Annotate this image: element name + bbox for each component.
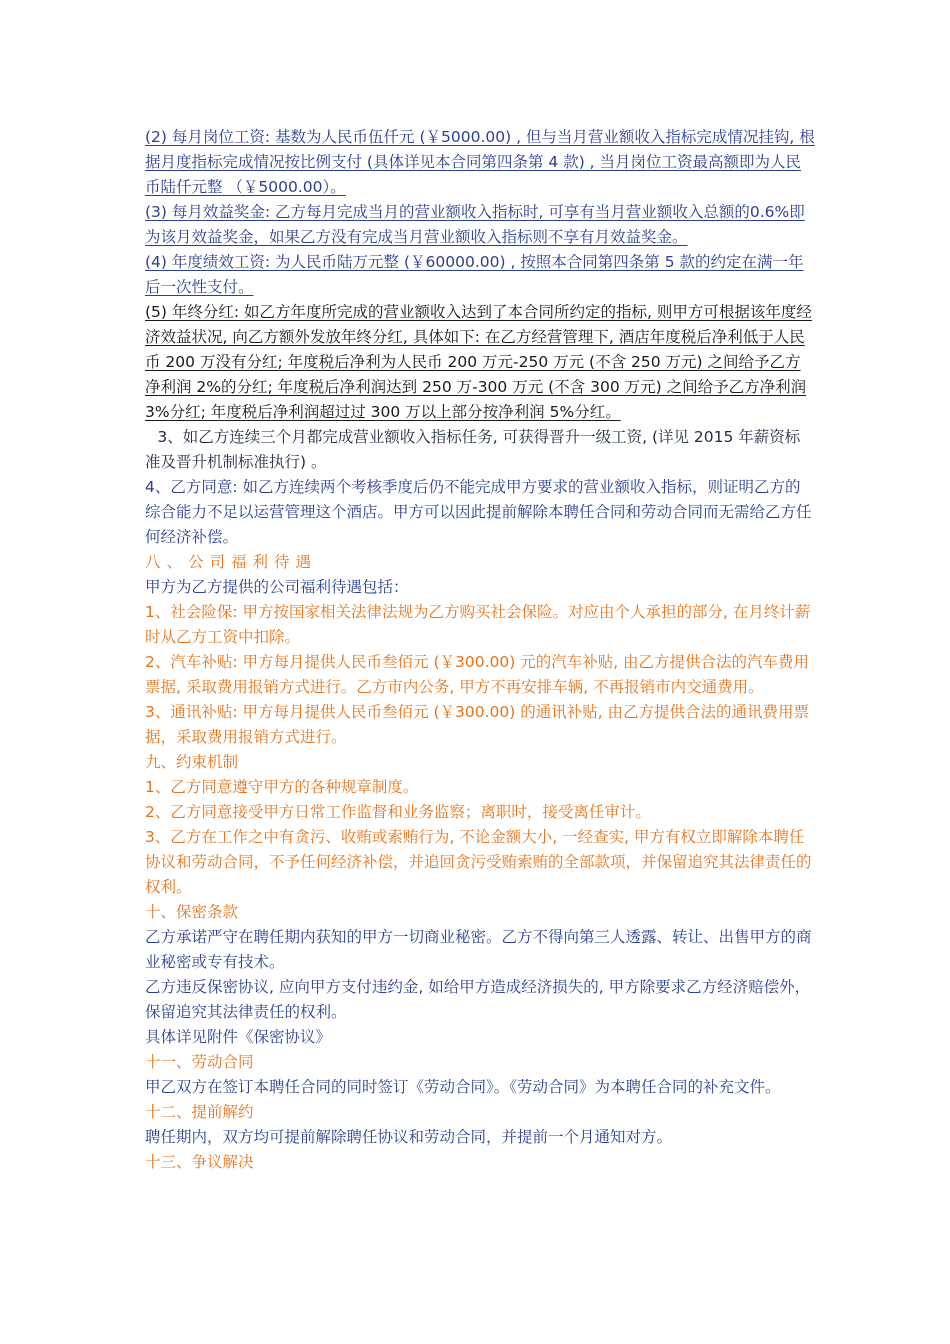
confidential-para-3: 具体详见附件《保密协议》 (145, 1028, 332, 1046)
welfare-item-2: 2、汽车补贴: 甲方每月提供人民币叁佰元 (￥300.00) 元的汽车补贴, 由乙方提供合法的汽车费用票据, 采取费用报销方式进行。乙方市内公务, 甲方不再安排车辆, 不再报销市内交通费用。 (145, 653, 810, 696)
welfare-item-1: 1、社会险保: 甲方按国家相关法律法规为乙方购买社会保险。对应由个人承担的部分, 在月终计薪时从乙方工资中扣除。 (145, 603, 811, 646)
salary-item-2: (2) 每月岗位工资: 基数为人民币伍仟元 (￥5000.00) , 但与当月营业额收入指标完成情况挂钩, 根据月度指标完成情况按比例支付 (具体详见本合同第四条第 4 款) , 当月岗位工资最高额即为人民币陆仟元整 （￥5000.00）。 (145, 128, 815, 196)
clause-3: 3、如乙方连续三个月都完成营业额收入指标任务, 可获得晋升一级工资, (详见 2015 年薪资标准及晋升机制标准执行) 。 (145, 428, 801, 471)
termination-heading: 十二、提前解约 (145, 1103, 254, 1121)
welfare-heading: 八、公司福利待遇 (145, 553, 318, 571)
salary-item-3: (3) 每月效益奖金: 乙方每月完成当月的营业额收入指标时, 可享有当月营业额收入总额的0.6%即为该月效益奖金，如果乙方没有完成当月营业额收入指标则不享有月效益奖金。 (145, 203, 805, 246)
welfare-intro: 甲方为乙方提供的公司福利待遇包括： (145, 578, 409, 596)
constraint-item-3: 3、乙方在工作之中有贪污、收贿或索贿行为, 不论金额大小, 一经查实, 甲方有权立即解除本聘任协议和劳动合同，不予任何经济补偿，并追回贪污受贿索贿的全部款项，并保留追究其法律责任的权利。 (145, 828, 812, 896)
constraint-heading: 九、约束机制 (145, 753, 239, 771)
confidential-para-1: 乙方承诺严守在聘任期内获知的甲方一切商业秘密。乙方不得向第三人透露、转让、出售甲方的商业秘密或专有技术。 (145, 928, 812, 971)
confidential-heading: 十、保密条款 (145, 903, 239, 921)
constraint-item-1: 1、乙方同意遵守甲方的各种规章制度。 (145, 778, 419, 796)
dispute-heading: 十三、争议解决 (145, 1153, 254, 1171)
contract-page (145, 125, 815, 1175)
welfare-item-3: 3、通讯补贴: 甲方每月提供人民币叁佰元 (￥300.00) 的通讯补贴, 由乙方提供合法的通讯费用票据，采取费用报销方式进行。 (145, 703, 810, 746)
termination-para: 聘任期内，双方均可提前解除聘任协议和劳动合同，并提前一个月通知对方。 (145, 1128, 673, 1146)
constraint-item-2: 2、乙方同意接受甲方日常工作监督和业务监察；离职时，接受离任审计。 (145, 803, 651, 821)
salary-item-4: (4) 年度绩效工资: 为人民币陆万元整 (￥60000.00) , 按照本合同第四条第 5 款的约定在满一年后一次性支付。 (145, 253, 804, 296)
salary-item-5: (5) 年终分红: 如乙方年度所完成的营业额收入达到了本合同所约定的指标, 则甲方可根据该年度经济效益状况, 向乙方额外发放年终分红, 具体如下: 在乙方经营管理下, 酒店年度税后净利低于人民币 200 万没有分红; 年度税后净利为人民币 200 万元-250 万元 (不含 250 万元) 之间给予乙方净利润 2%的分红; 年度税后净利润达到 250 万-300 万元 (不含 300 万元) 之间给予乙方净利润 3%分红; 年度税后净利润超过过 300 万以上部分按净利润 5%分红。 (145, 303, 812, 421)
clause-4: 4、乙方同意: 如乙方连续两个考核季度后仍不能完成甲方要求的营业额收入指标，则证明乙方的综合能力不足以运营管理这个酒店。甲方可以因此提前解除本聘任合同和劳动合同而无需给乙方任何经济补偿。 (145, 478, 812, 546)
labor-para: 甲乙双方在签订本聘任合同的同时签订《劳动合同》。《劳动合同》为本聘任合同的补充文件。 (145, 1078, 781, 1096)
labor-heading: 十一、劳动合同 (145, 1053, 254, 1071)
confidential-para-2: 乙方违反保密协议, 应向甲方支付违约金, 如给甲方造成经济损失的, 甲方除要求乙方经济赔偿外，保留追究其法律责任的权利。 (145, 978, 811, 1021)
